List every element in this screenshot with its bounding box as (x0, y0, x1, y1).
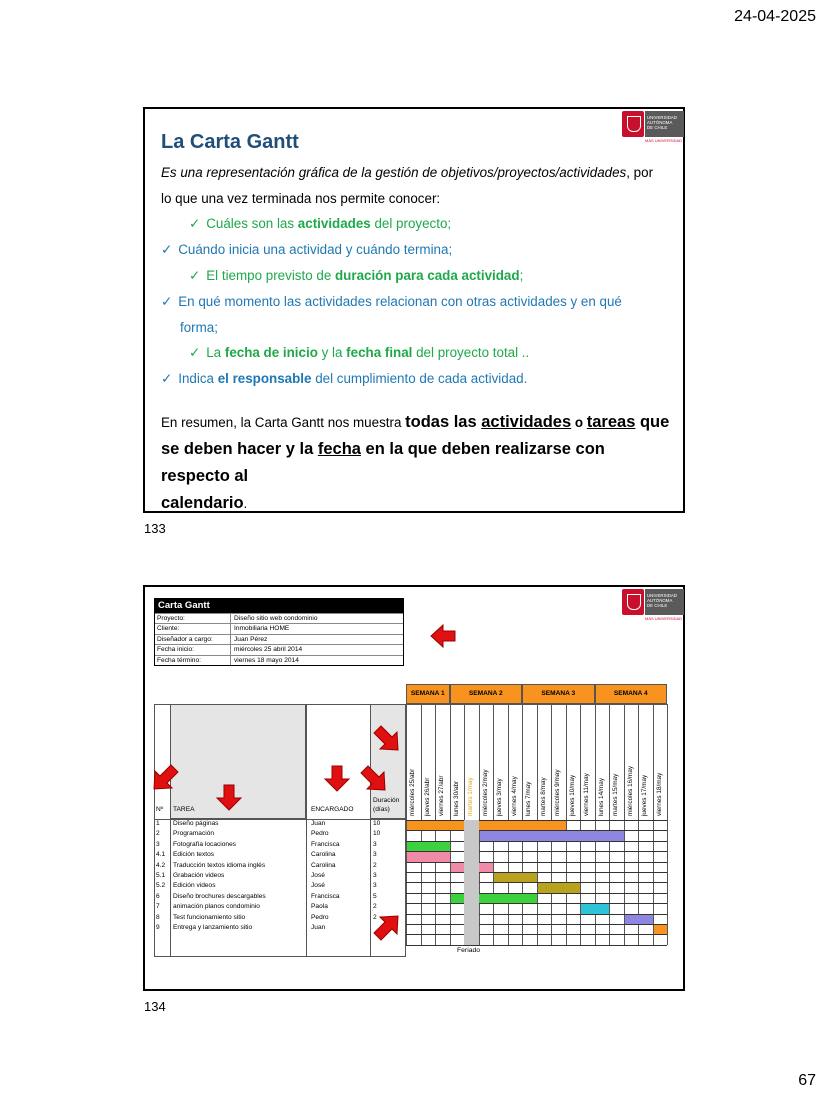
logo-line2: AUTÓNOMA (647, 120, 673, 125)
task-cell-d: 10 (373, 830, 381, 838)
gantt-bar (407, 842, 450, 851)
check-icon: ✓ (189, 216, 201, 231)
intro-line-2: lo que una vez terminada nos permite conocer: (161, 191, 441, 206)
task-cell-o: Francisca (311, 840, 340, 848)
task-cell-o: Pedro (311, 913, 329, 921)
task-cell-t: Fotografía locaciones (173, 840, 237, 848)
task-cell-t: Diseño brochures descargables (173, 892, 266, 900)
task-cell-n: 5.1 (156, 872, 166, 879)
info-row: Diseñador a cargo: Juan Pérez (155, 634, 403, 644)
task-cell-t: Traducción textos idioma inglés (173, 861, 266, 869)
day-label: miércoles 9/may (554, 769, 561, 816)
task-cell-d: 5 (373, 892, 377, 900)
arrow-diagonal-icon (372, 724, 400, 752)
task-cell-n: 7 (156, 903, 160, 911)
task-cell-d: 3 (373, 840, 377, 848)
university-logo (622, 111, 684, 143)
task-cell-n: 1 (156, 820, 160, 827)
bullet-relations: ✓ En qué momento las actividades relacionan con otras actividades y en qué (161, 294, 622, 309)
logo-line1: UNIVERSIDAD (647, 115, 678, 120)
slide-134 (143, 585, 685, 991)
summary-paragraph: En resumen, la Carta Gantt nos muestra todas las actividades o tareas que se deben hacer y la fecha en la que deben realizarse con respecto al calendario. (161, 413, 670, 512)
info-row: Fecha inicio: miércoles 25 abril 2014 (155, 644, 403, 654)
check-icon: ✓ (189, 345, 201, 360)
gantt-bar (407, 852, 450, 861)
task-cell-o: José (311, 872, 325, 879)
check-icon: ✓ (161, 294, 173, 309)
day-label: jueves 3/may (496, 778, 503, 816)
bullet-relations-cont: forma; (180, 320, 218, 335)
task-cell-t: Grabación videos (173, 872, 225, 879)
project-info-table (154, 598, 404, 666)
day-label: martes 8/may (539, 777, 547, 816)
check-icon: ✓ (189, 268, 201, 283)
task-cell-d: 10 (373, 820, 381, 827)
day-label: viernes 27/abr (438, 775, 445, 816)
check-icon: ✓ (161, 371, 173, 386)
arrow-up-right-icon (372, 914, 400, 942)
university-logo (622, 589, 684, 621)
day-label: jueves 17/may (641, 774, 648, 816)
day-label: miércoles 2/may (481, 769, 489, 816)
check-icon: ✓ (161, 242, 173, 257)
slide-133 (143, 107, 685, 513)
shield-icon (622, 111, 644, 137)
slide-title: La Carta Gantt (161, 131, 299, 153)
logo-line1: UNIVERSIDAD (647, 593, 678, 598)
week-header: SEMANA 2 (450, 684, 523, 704)
logo-tag: MÁS UNIVERSIDAD (645, 138, 683, 143)
arrow-down-left-icon (151, 763, 179, 791)
week-header: SEMANA 1 (406, 684, 450, 704)
arrow-down-icon (323, 764, 351, 792)
col-duration-units: (días) (373, 806, 390, 813)
task-cell-t: animación planos condominio (173, 903, 260, 911)
day-label: martes 1/may (467, 777, 474, 816)
info-row: Cliente: Inmobiliaria HOME (155, 623, 403, 633)
col-owner: ENCARGADO (311, 806, 354, 813)
page-number: 67 (798, 1072, 816, 1089)
task-cell-o: Juan (311, 924, 326, 931)
bullet-start-end: ✓ Cuándo inicia una actividad y cuándo termina; (161, 242, 453, 257)
day-label: lunes 30/abr (452, 780, 460, 816)
col-num: Nº (156, 806, 164, 813)
intro-line: Es una representación gráfica de la gestión de objetivos/proyectos/actividades, por (161, 165, 654, 180)
task-cell-n: 8 (156, 913, 160, 921)
task-cell-n: 5.2 (156, 882, 166, 890)
bullet-dates: ✓ La fecha de inicio y la fecha final del proyecto total .. (189, 345, 530, 360)
task-cell-t: Programación (173, 830, 215, 838)
bullet-activities: ✓ Cuáles son las actividades del proyecto; (189, 216, 452, 231)
gantt-bar (581, 904, 609, 913)
task-cell-n: 6 (156, 892, 160, 900)
task-cell-o: Carolina (311, 861, 336, 869)
logo-line3: DE CHILE (647, 125, 668, 130)
task-cell-o: Francisca (311, 892, 340, 900)
gantt-bar (407, 821, 566, 830)
task-cell-d: 3 (373, 851, 377, 859)
holiday-column (464, 820, 479, 945)
slide-number-134: 134 (144, 999, 166, 1014)
col-duration: Duración (373, 797, 400, 804)
bullet-responsible: ✓ Indica el responsable del cumplimiento de cada actividad. (161, 371, 528, 386)
day-label: miércoles 25/abr (409, 768, 416, 816)
day-label: miércoles 16/may (626, 765, 634, 816)
info-row: Fecha término: viernes 18 mayo 2014 (155, 655, 403, 665)
task-cell-d: 2 (373, 861, 377, 869)
gantt-bar (538, 883, 581, 892)
task-cell-t: Entrega y lanzamiento sitio (173, 924, 253, 931)
day-label: lunes 14/may (597, 777, 605, 816)
task-cell-t: Diseño páginas (173, 820, 219, 827)
gantt-bar (494, 873, 537, 882)
task-cell-t: Test funcionamiento sitio (173, 913, 246, 921)
task-cell-o: Paola (311, 903, 328, 911)
week-header: SEMANA 4 (595, 684, 668, 704)
logo-line2: AUTÓNOMA (647, 598, 673, 603)
task-cell-o: José (311, 882, 325, 890)
day-label: viernes 18/may (655, 772, 663, 816)
task-cell-t: Edición textos (173, 851, 215, 859)
task-cell-d: 3 (373, 882, 377, 890)
gantt-bar (654, 925, 668, 934)
week-header: SEMANA 3 (522, 684, 595, 704)
info-title: Carta Gantt (155, 599, 403, 613)
task-cell-n: 4.2 (156, 861, 166, 869)
task-cell-o: Juan (311, 820, 326, 827)
holiday-label: Feriado (457, 946, 481, 954)
task-cell-t: Edición videos (173, 882, 216, 890)
task-cell-n: 9 (156, 924, 160, 931)
day-label: viernes 4/may (510, 776, 518, 816)
task-cell-d: 2 (373, 913, 377, 921)
slide-number-133: 133 (144, 521, 166, 536)
task-cell-o: Carolina (311, 851, 336, 859)
col-task: TAREA (173, 806, 195, 813)
day-label: jueves 10/may (568, 774, 576, 816)
logo-tag: MÁS UNIVERSIDAD (645, 616, 683, 621)
gantt-bar (480, 831, 624, 840)
shield-icon (622, 589, 644, 615)
gantt-bar (625, 915, 653, 924)
arrow-down-right-icon (360, 764, 388, 792)
arrow-left-icon (429, 622, 457, 650)
bullet-duration: ✓ El tiempo previsto de duración para cada actividad; (189, 268, 524, 283)
info-row: Proyecto: Diseño sitio web condominio (155, 613, 403, 623)
print-date: 24-04-2025 (734, 8, 816, 25)
task-cell-n: 4.1 (156, 851, 166, 859)
task-cell-n: 3 (156, 840, 160, 848)
task-cell-o: Pedro (311, 830, 329, 838)
day-label: jueves 26/abr (423, 777, 431, 816)
day-label: lunes 7/may (525, 781, 532, 816)
day-label: martes 15/may (612, 773, 619, 816)
task-cell-d: 2 (373, 903, 377, 911)
task-cell-d: 3 (373, 872, 377, 879)
day-label: viernes 11/may (583, 773, 590, 816)
task-cell-n: 2 (156, 830, 160, 838)
logo-line3: DE CHILE (647, 603, 668, 608)
arrow-down-icon (215, 783, 243, 811)
